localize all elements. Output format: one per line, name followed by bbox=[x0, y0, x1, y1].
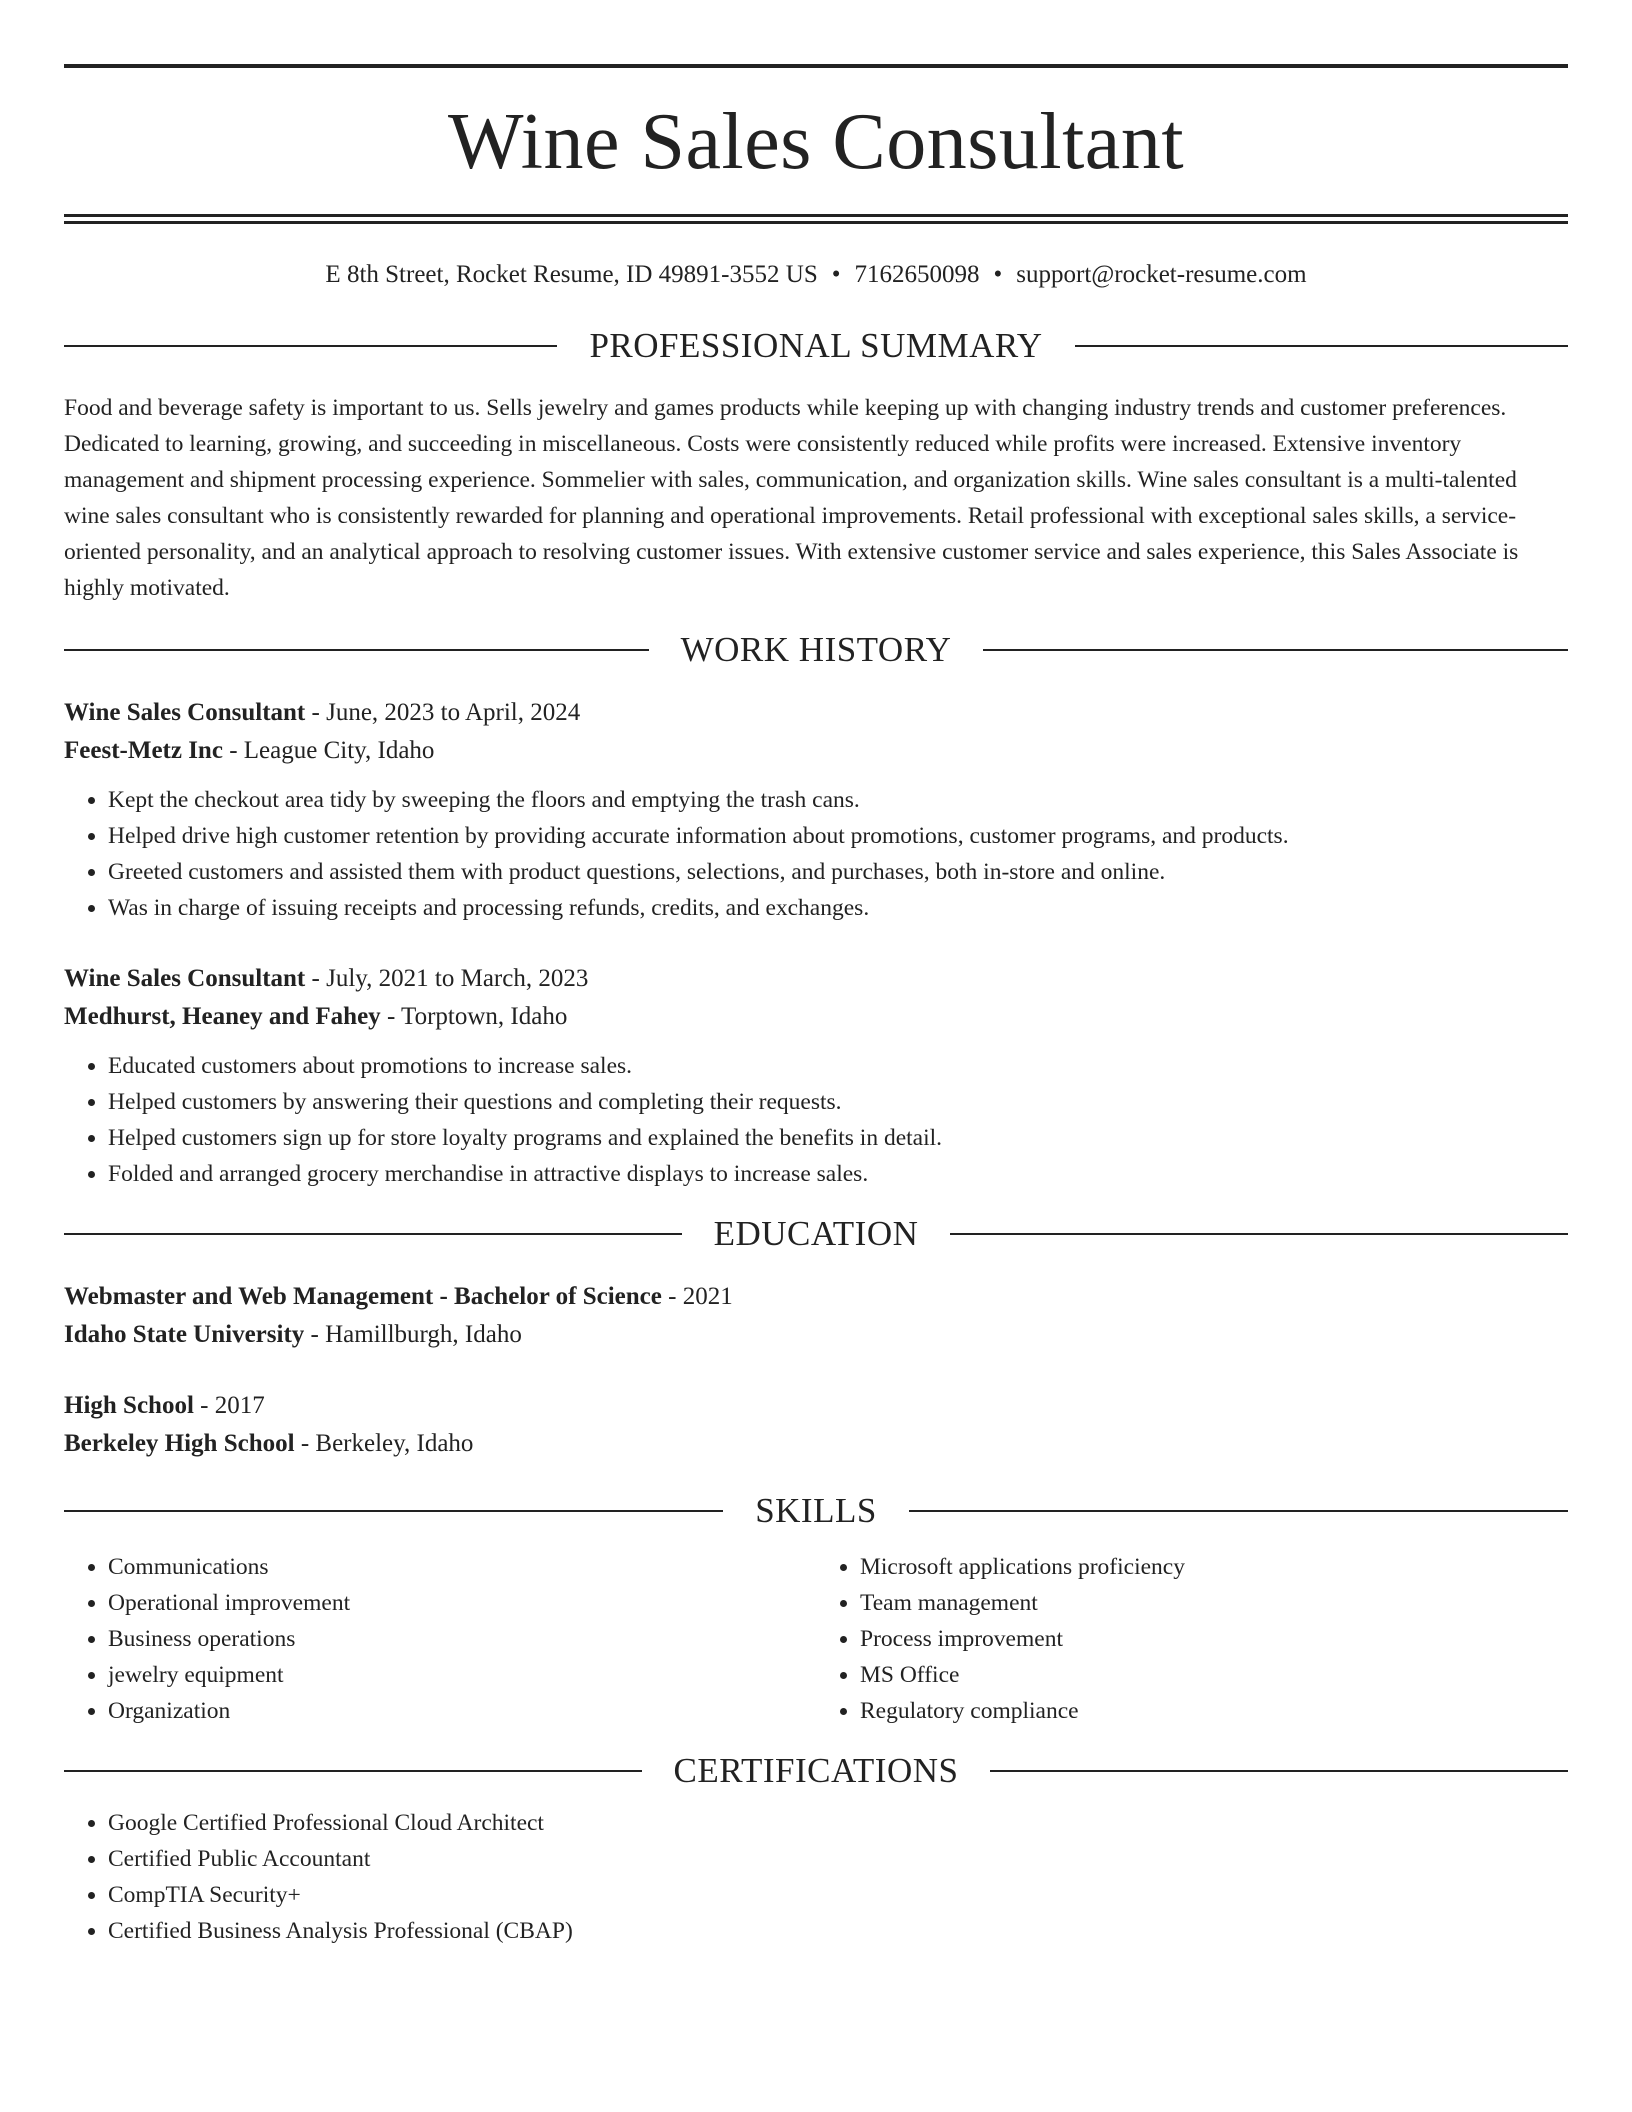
job-company-line bbox=[64, 732, 1568, 770]
title-double-rule bbox=[64, 214, 1568, 224]
heading-rule bbox=[64, 1233, 682, 1235]
job-bullets bbox=[64, 1048, 1568, 1192]
skill-item: • Communications bbox=[108, 1549, 816, 1585]
skill-item: • Team management bbox=[860, 1585, 1568, 1621]
job-company: Medhurst, Heaney and Fahey bbox=[64, 1003, 381, 1030]
contact-phone: 7162650098 bbox=[854, 261, 980, 288]
job-location: - Torptown, Idaho bbox=[380, 1003, 568, 1030]
education-location: - Hamillburgh, Idaho bbox=[304, 1321, 522, 1348]
section-title: WORK HISTORY bbox=[680, 630, 952, 669]
education-degree: High School bbox=[64, 1392, 194, 1419]
education-year: - 2017 bbox=[193, 1392, 265, 1419]
heading-rule bbox=[983, 649, 1568, 651]
list-item: • Helped customers by answering their questions and completing their requests. bbox=[108, 1084, 1568, 1120]
education-entry bbox=[64, 1387, 1568, 1463]
skill-item: • Operational improvement bbox=[108, 1585, 816, 1621]
list-item: • Greeted customers and assisted them with product questions, selections, and purchases, both in-store and online. bbox=[108, 854, 1568, 890]
section-heading-education bbox=[64, 1212, 1568, 1256]
contact-address: E 8th Street, Rocket Resume, ID 49891-3552 US bbox=[325, 261, 818, 288]
certifications-list bbox=[64, 1805, 1568, 1949]
heading-rule bbox=[64, 345, 557, 347]
education-degree-line bbox=[64, 1278, 1568, 1316]
summary-text: Food and beverage safety is important to us. Sells jewelry and games products while keeping up with changing industry trends and customer preferences. Dedicated to learning, growing, and succeeding in miscellaneous. Costs were consistently reduced while profits were increased. Extensive inventory management and shipment processing experience. Sommelier with sales, communication, and organization skills. Wine sales consultant is a multi-talented wine sales consultant who is consistently rewarded for planning and operational improvements. Retail professional with exceptional sales skills, a service-oriented personality, and an analytical approach to resolving customer issues. With extensive customer service and sales experience, this Sales Associate is highly motivated. bbox=[64, 395, 1519, 601]
education-entry bbox=[64, 1278, 1568, 1354]
education-location: - Berkeley, Idaho bbox=[294, 1430, 474, 1457]
education-degree: Webmaster and Web Management - Bachelor of Science bbox=[64, 1283, 662, 1310]
job-title: Wine Sales Consultant bbox=[64, 699, 306, 726]
heading-rule bbox=[990, 1770, 1568, 1772]
education-degree-line bbox=[64, 1387, 1568, 1425]
section-title: SKILLS bbox=[755, 1491, 877, 1530]
list-item: • Helped drive high customer retention by providing accurate information about promotions, customer programs, and products. bbox=[108, 818, 1568, 854]
skill-item: • Organization bbox=[108, 1693, 816, 1729]
heading-rule bbox=[950, 1233, 1568, 1235]
skills-column-left bbox=[64, 1549, 816, 1729]
heading-rule bbox=[1075, 345, 1568, 347]
skill-item: • jewelry equipment bbox=[108, 1657, 816, 1693]
job-company-line bbox=[64, 998, 1568, 1036]
list-item: • Was in charge of issuing receipts and processing refunds, credits, and exchanges. bbox=[108, 890, 1568, 926]
contact-email[interactable]: support@rocket-resume.com bbox=[1016, 261, 1307, 288]
skill-item: • Regulatory compliance bbox=[860, 1693, 1568, 1729]
certification-item: • Google Certified Professional Cloud Architect bbox=[108, 1805, 1568, 1841]
education-school: Idaho State University bbox=[64, 1321, 305, 1348]
section-title: PROFESSIONAL SUMMARY bbox=[589, 326, 1043, 365]
section-heading-certifications bbox=[64, 1749, 1568, 1793]
contact-separator: • bbox=[831, 261, 841, 288]
section-heading-skills bbox=[64, 1489, 1568, 1533]
contact-separator: • bbox=[993, 261, 1003, 288]
education-year: - 2021 bbox=[661, 1283, 733, 1310]
job-bullets bbox=[64, 782, 1568, 926]
skill-item: • MS Office bbox=[860, 1657, 1568, 1693]
job-dates: - June, 2023 to April, 2024 bbox=[305, 699, 581, 726]
education-school: Berkeley High School bbox=[64, 1430, 295, 1457]
section-title: EDUCATION bbox=[713, 1214, 919, 1253]
heading-rule bbox=[64, 649, 649, 651]
heading-rule bbox=[64, 1510, 723, 1512]
job-title-line bbox=[64, 694, 1568, 732]
resume-title: Wine Sales Consultant bbox=[447, 98, 1185, 186]
job-title-line bbox=[64, 960, 1568, 998]
job-location: - League City, Idaho bbox=[222, 737, 435, 764]
top-rule bbox=[64, 64, 1568, 68]
job-company: Feest-Metz Inc bbox=[64, 737, 223, 764]
list-item: • Folded and arranged grocery merchandise in attractive displays to increase sales. bbox=[108, 1156, 1568, 1192]
heading-rule bbox=[64, 1770, 642, 1772]
list-item: • Kept the checkout area tidy by sweeping the floors and emptying the trash cans. bbox=[108, 782, 1568, 818]
certification-item: • Certified Business Analysis Professional (CBAP) bbox=[108, 1913, 1568, 1949]
skill-item: • Microsoft applications proficiency bbox=[860, 1549, 1568, 1585]
education-school-line bbox=[64, 1316, 1568, 1354]
job-dates: - July, 2021 to March, 2023 bbox=[305, 965, 589, 992]
job-title: Wine Sales Consultant bbox=[64, 965, 306, 992]
certification-item: • CompTIA Security+ bbox=[108, 1877, 1568, 1913]
job-entry bbox=[64, 694, 1568, 926]
job-entry bbox=[64, 960, 1568, 1192]
skills-grid bbox=[64, 1549, 1568, 1729]
skill-item: • Business operations bbox=[108, 1621, 816, 1657]
certification-item: • Certified Public Accountant bbox=[108, 1841, 1568, 1877]
contact-line bbox=[64, 260, 1568, 290]
section-heading-work bbox=[64, 628, 1568, 672]
list-item: • Educated customers about promotions to increase sales. bbox=[108, 1048, 1568, 1084]
list-item: • Helped customers sign up for store loyalty programs and explained the benefits in detail. bbox=[108, 1120, 1568, 1156]
section-heading-summary bbox=[64, 324, 1568, 368]
heading-rule bbox=[909, 1510, 1568, 1512]
education-school-line bbox=[64, 1425, 1568, 1463]
skills-column-right bbox=[816, 1549, 1568, 1729]
skill-item: • Process improvement bbox=[860, 1621, 1568, 1657]
section-title: CERTIFICATIONS bbox=[673, 1751, 959, 1790]
